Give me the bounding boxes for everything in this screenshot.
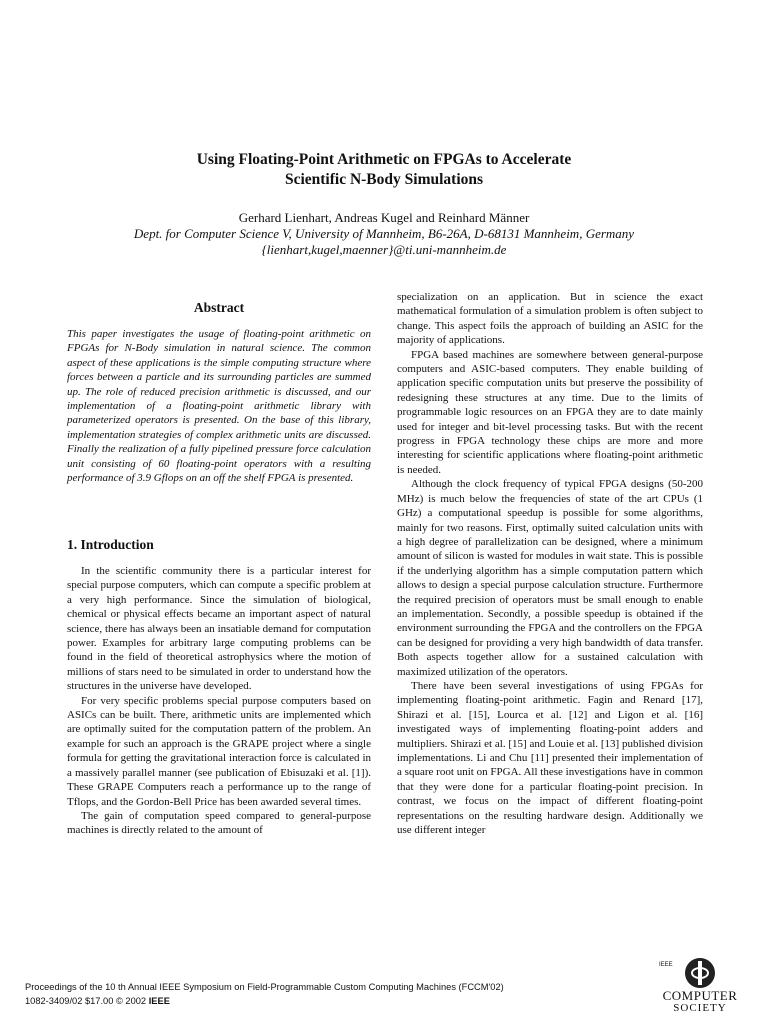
intro-paragraph-2: For very specific problems special purpose computers based on ASICs can be built. There, arithmetic units are implemented which are optimally suited for the computation pattern of the problem. An example for such an approach is the GRAPE project where a single formula for getting the gravitational interaction force is calculated in a massively parallel manner (see publication of Ebisuzaki et al. [1]). These GRAPE Computers reach a performance up to the range of Tflops, and the Gordon-Bell Price has been awarded several times.	[67, 694, 371, 808]
logo-line-1: COMPUTER	[662, 988, 738, 1003]
right-paragraph-4: There have been several investigations of using FPGAs for implementing floating-point arithmetic. Fagin and Renard [17], Shirazi et al. [15], Lourca et al. [12] and Ligon et al. [16] investigated ways of implementing floating-point adders and multipliers. Shirazi et al. [15] and Louie et al. [13] published division implementations. Li and Chu [11] presented their implementation of a square root unit on FPGA. All these investigations have in common that they were done for a particular floating-point precision. In contrast, we focus on the impact of different floating-point representations on the resulting hardware design. Additionally we use different integer	[397, 679, 703, 837]
introduction-right-column	[397, 290, 703, 837]
abstract-paragraph: This paper investigates the usage of floating-point arithmetic on FPGAs for N-Body simulation in natural science. The common aspect of these applications is the simple computing structure where forces between a particle and its surrounding particles are summed up. The role of reduced precision arithmetic is discussed, and our implementation of a floating-point arithmetic library with parameterized operators is presented. On the base of this library, implementation strategies of complex arithmetic units are discussed. Finally the realization of a fully pipelined pressure force calculation unit consisting of 60 floating-point operators with a resulting performance of 3.9 Gflops on an off the shelf FPGA is presented.	[67, 328, 371, 485]
right-paragraph-2: FPGA based machines are somewhere between general-purpose computers and ASIC-based computers. They enable building of application specific computation units but preserve the possibility of redesigning these structures at any time. Due to the limits of programmable logic resources on an FPGA they are to date mainly used for integer and bit-level processing tasks. But with the recent progress in FPGA technology these chips are more and more interesting for scientific applications where floating-point arithmetic is needed.	[397, 348, 703, 476]
introduction-heading: 1. Introduction	[67, 537, 154, 552]
footer-copyright-text: 1082-3409/02 $17.00 © 2002	[25, 996, 147, 1006]
footer-copyright	[25, 994, 645, 1008]
abstract-text	[67, 327, 371, 485]
computer-society-emblem-icon	[685, 958, 715, 988]
paper-title	[0, 150, 768, 190]
page-footer	[25, 980, 645, 1008]
computer-society-logo	[655, 958, 745, 1020]
footer-ieee: IEEE	[148, 996, 170, 1006]
email: {lienhart,kugel,maenner}@ti.uni-mannheim.de	[261, 242, 507, 257]
introduction-left-column	[67, 564, 371, 838]
affiliation: Dept. for Computer Science V, University of Mannheim, B6-26A, D-68131 Mannheim, Germany	[133, 226, 635, 241]
right-paragraph-1: specialization on an application. But in science the exact mathematical formulation of a simulation problem is often subject to change. This aspect foils the approach of building an ASIC for the majority of applications.	[397, 291, 703, 347]
right-paragraph-3: Although the clock frequency of typical FPGA designs (50-200 MHz) is much below the frequencies of state of the art CPUs (1 GHz) a computational speedup is possible for some algorithms, mainly for two reasons. First, optimally suited calculation units with a high degree of parallelization can be designed, where a minimum amount of silicon is wasted for modules in wait state. This is possible if the underlying algorithm has a simple computation pattern which allows to design a special purpose calculation structure. Furthermore the required precision of operators must be small enough to enable an implementation. Secondly, a possible speedup is obtained if the environment surrounding the FPGA and the controllers on the FPGA can be designed for providing a very high bandwidth of data transfer. Both aspects together allow for a sustained calculation with maximized utilization of the operators.	[397, 478, 703, 678]
intro-paragraph-3: The gain of computation speed compared to general-purpose machines is directly related to the amount of	[67, 809, 371, 837]
author-block	[0, 210, 768, 258]
abstract-heading: Abstract	[193, 300, 245, 315]
logo-ieee-small: IEEE	[659, 962, 673, 968]
title-line-2: Scientific N-Body Simulations	[284, 171, 484, 188]
author-names: Gerhard Lienhart, Andreas Kugel and Reinhard Männer	[238, 210, 530, 225]
intro-paragraph-1: In the scientific community there is a particular interest for special purpose computers, which can compute a specific problem at a very high performance. Since the simulation of biological, chemical or physical effects became an important aspect of natural science, there has always been an insatiable demand for computation power. Examples for arbitrary large computing problems can be found in the field of theoretical astrophysics where the motion of millions of stars need to be simulated in order to understand how the structures in the universe have developed.	[67, 565, 371, 693]
title-line-1: Using Floating-Point Arithmetic on FPGAs to Accelerate	[196, 151, 572, 168]
footer-proceedings: Proceedings of the 10 th Annual IEEE Symposium on Field-Programmable Custom Computing Machines (FCCM'02)	[25, 982, 504, 992]
logo-line-2: SOCIETY	[673, 1002, 727, 1014]
